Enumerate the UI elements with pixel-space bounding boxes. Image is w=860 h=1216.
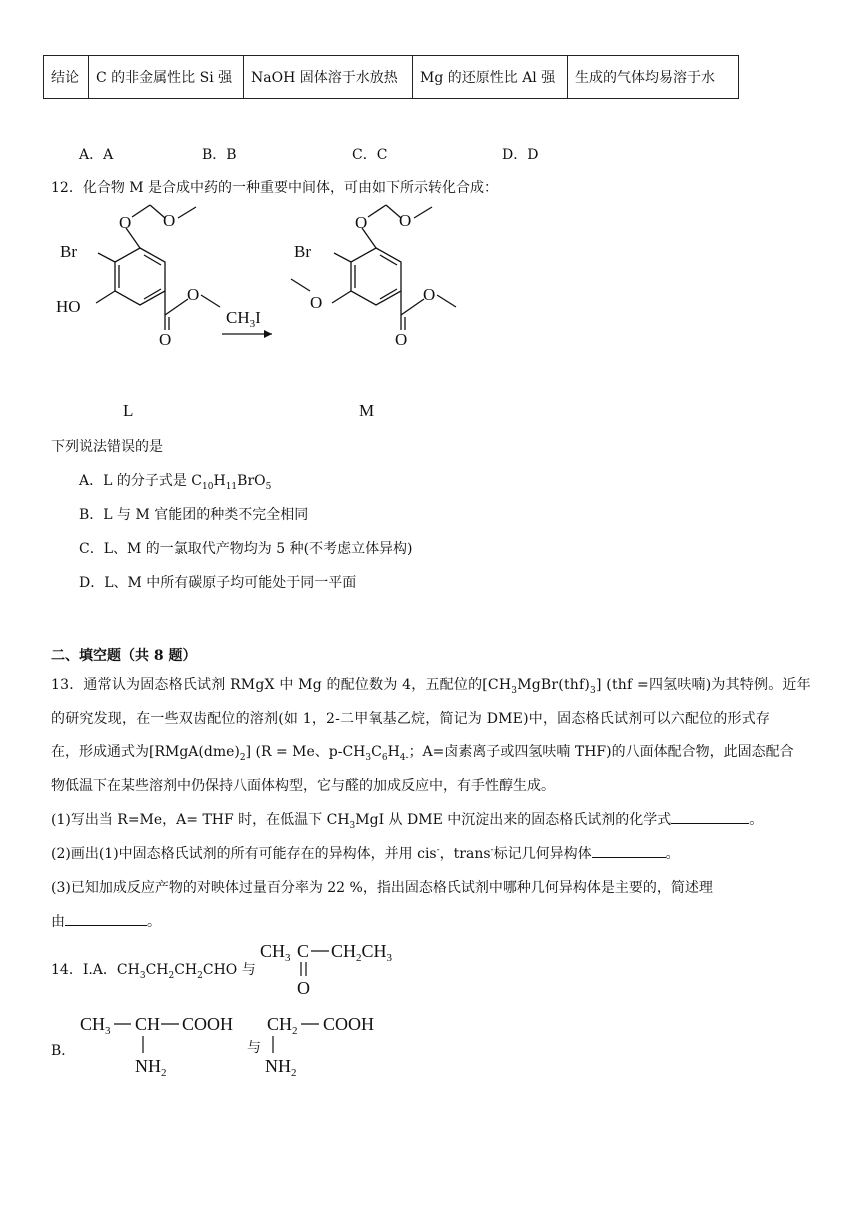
glycine-cooh: COOH: [323, 1014, 375, 1034]
table-cell: NaOH 固体溶于水放热: [244, 56, 413, 99]
q11-option-d: D．D: [502, 147, 539, 163]
conclusion-table-row: [43, 55, 739, 99]
ketone-structure: [255, 935, 415, 1000]
arrow-head: [264, 330, 272, 338]
alanine-nh2: $NH_2$: [135, 1056, 167, 1079]
q14-b-label: B．: [51, 1043, 76, 1059]
q13-line3: 在，形成通式为$[RMgA(dme)_2] (R = Me$、$p-CH_3C_6H_{4-}$；A=卤素离子或四氢呋喃 THF)的八面体配合物，此固态配合: [51, 744, 794, 763]
alanine-ch3: $CH_3$: [80, 1014, 111, 1037]
q13-sub1: (1)写出当 R=Me，A= THF 时，在低温下 $CH_3MgI$ 从 DME 中沉淀出来的固态格氏试剂的化学式 。: [51, 809, 763, 831]
ketone-ch3: $CH_3$: [260, 941, 291, 964]
answer-blank[interactable]: [65, 911, 147, 926]
ketone-o: O: [297, 978, 310, 998]
table-cell: C 的非金属性比 Si 强: [89, 56, 244, 99]
alanine-ch: CH: [135, 1014, 161, 1034]
mol-l-o-carbonyl: O: [159, 330, 172, 349]
q12-option-c: C．L、M 的一氯取代产物均为 5 种(不考虑立体异构): [79, 541, 413, 557]
q13-sub2: (2)画出(1)中固态格氏试剂的所有可能存在的异构体，并用 cis-，trans-标记几何异构体 。: [51, 843, 680, 863]
table-cell: Mg 的还原性比 Al 强: [413, 56, 568, 99]
reagent-ch3i: $CH_3I$: [226, 308, 261, 330]
mol-m-br: Br: [294, 242, 311, 261]
alanine-cooh: COOH: [182, 1014, 234, 1034]
mol-l-o-top: O: [119, 213, 132, 232]
label-m: M: [359, 401, 375, 420]
mol-l-ho: HO: [56, 297, 81, 316]
q12-stem: 12．化合物 M 是合成中药的一种重要中间体，可由如下所示转化合成：: [51, 180, 499, 196]
glycine-nh2: $NH_2$: [265, 1056, 297, 1079]
q14-stem: 14．Ⅰ.A．$CH_3CH_2CH_2CHO$ 与: [51, 962, 256, 981]
glycine-ch2: $CH_2$: [267, 1014, 298, 1037]
q12-option-b: B．L 与 M 官能团的种类不完全相同: [79, 507, 309, 523]
section-title: 二、填空题（共 8 题）: [51, 648, 197, 664]
answer-blank[interactable]: [592, 843, 666, 858]
q11-option-b: B．B: [202, 147, 237, 163]
q13-sub3: (3)已知加成反应产物的对映体过量百分率为 22 %，指出固态格氏试剂中哪种几何异构体是主要的，简述理: [51, 880, 713, 896]
molecule-l-bonds: [96, 205, 220, 330]
amino-acids-structures: [75, 1008, 395, 1083]
mol-m-o-ether: O: [399, 211, 412, 230]
q12-question: 下列说法错误的是: [51, 439, 163, 455]
mol-m-o-ester: O: [423, 285, 436, 304]
q11-option-c: C．C: [352, 147, 388, 163]
q13-line1: 13．通常认为固态格氏试剂 RMgX 中 Mg 的配位数为 4，五配位的$[CH_3MgBr(thf)_3] (thf$ =四氢呋喃)为其特例。近年: [51, 677, 811, 696]
table-cell: 生成的气体均易溶于水: [568, 56, 739, 99]
mol-l-br: Br: [60, 242, 77, 261]
mol-l-o-ester: O: [187, 285, 200, 304]
label-l: L: [123, 401, 134, 420]
q13-line2: 的研究发现，在一些双齿配位的溶剂(如 1，2-二甲氧基乙烷，简记为 DME)中，固态格氏试剂可以六配位的形式存: [51, 711, 771, 727]
ketone-ch2ch3: $CH_2CH_3$: [331, 941, 393, 964]
q11-option-a: A．A: [79, 147, 114, 163]
q12-option-a: A．L 的分子式是 $C_{10}H_{11}BrO_5$: [79, 473, 272, 492]
q13-line4: 物低温下在某些溶剂中仍保持八面体构型，它与醛的加成反应中，有手性醇生成。: [51, 778, 555, 794]
q13-sub3b: 由 。: [51, 911, 161, 931]
mol-l-o-ether: O: [163, 211, 176, 230]
mol-m-o-top: O: [355, 213, 368, 232]
answer-blank[interactable]: [671, 809, 749, 824]
reaction-scheme: [40, 195, 480, 430]
mol-m-o-methoxy: O: [310, 293, 323, 312]
and-word: 与: [247, 1041, 261, 1056]
ketone-c: C: [297, 941, 310, 961]
q12-option-d: D．L、M 中所有碳原子均可能处于同一平面: [79, 575, 357, 591]
table-cell: 结论: [44, 56, 89, 99]
mol-m-o-carbonyl: O: [395, 330, 408, 349]
